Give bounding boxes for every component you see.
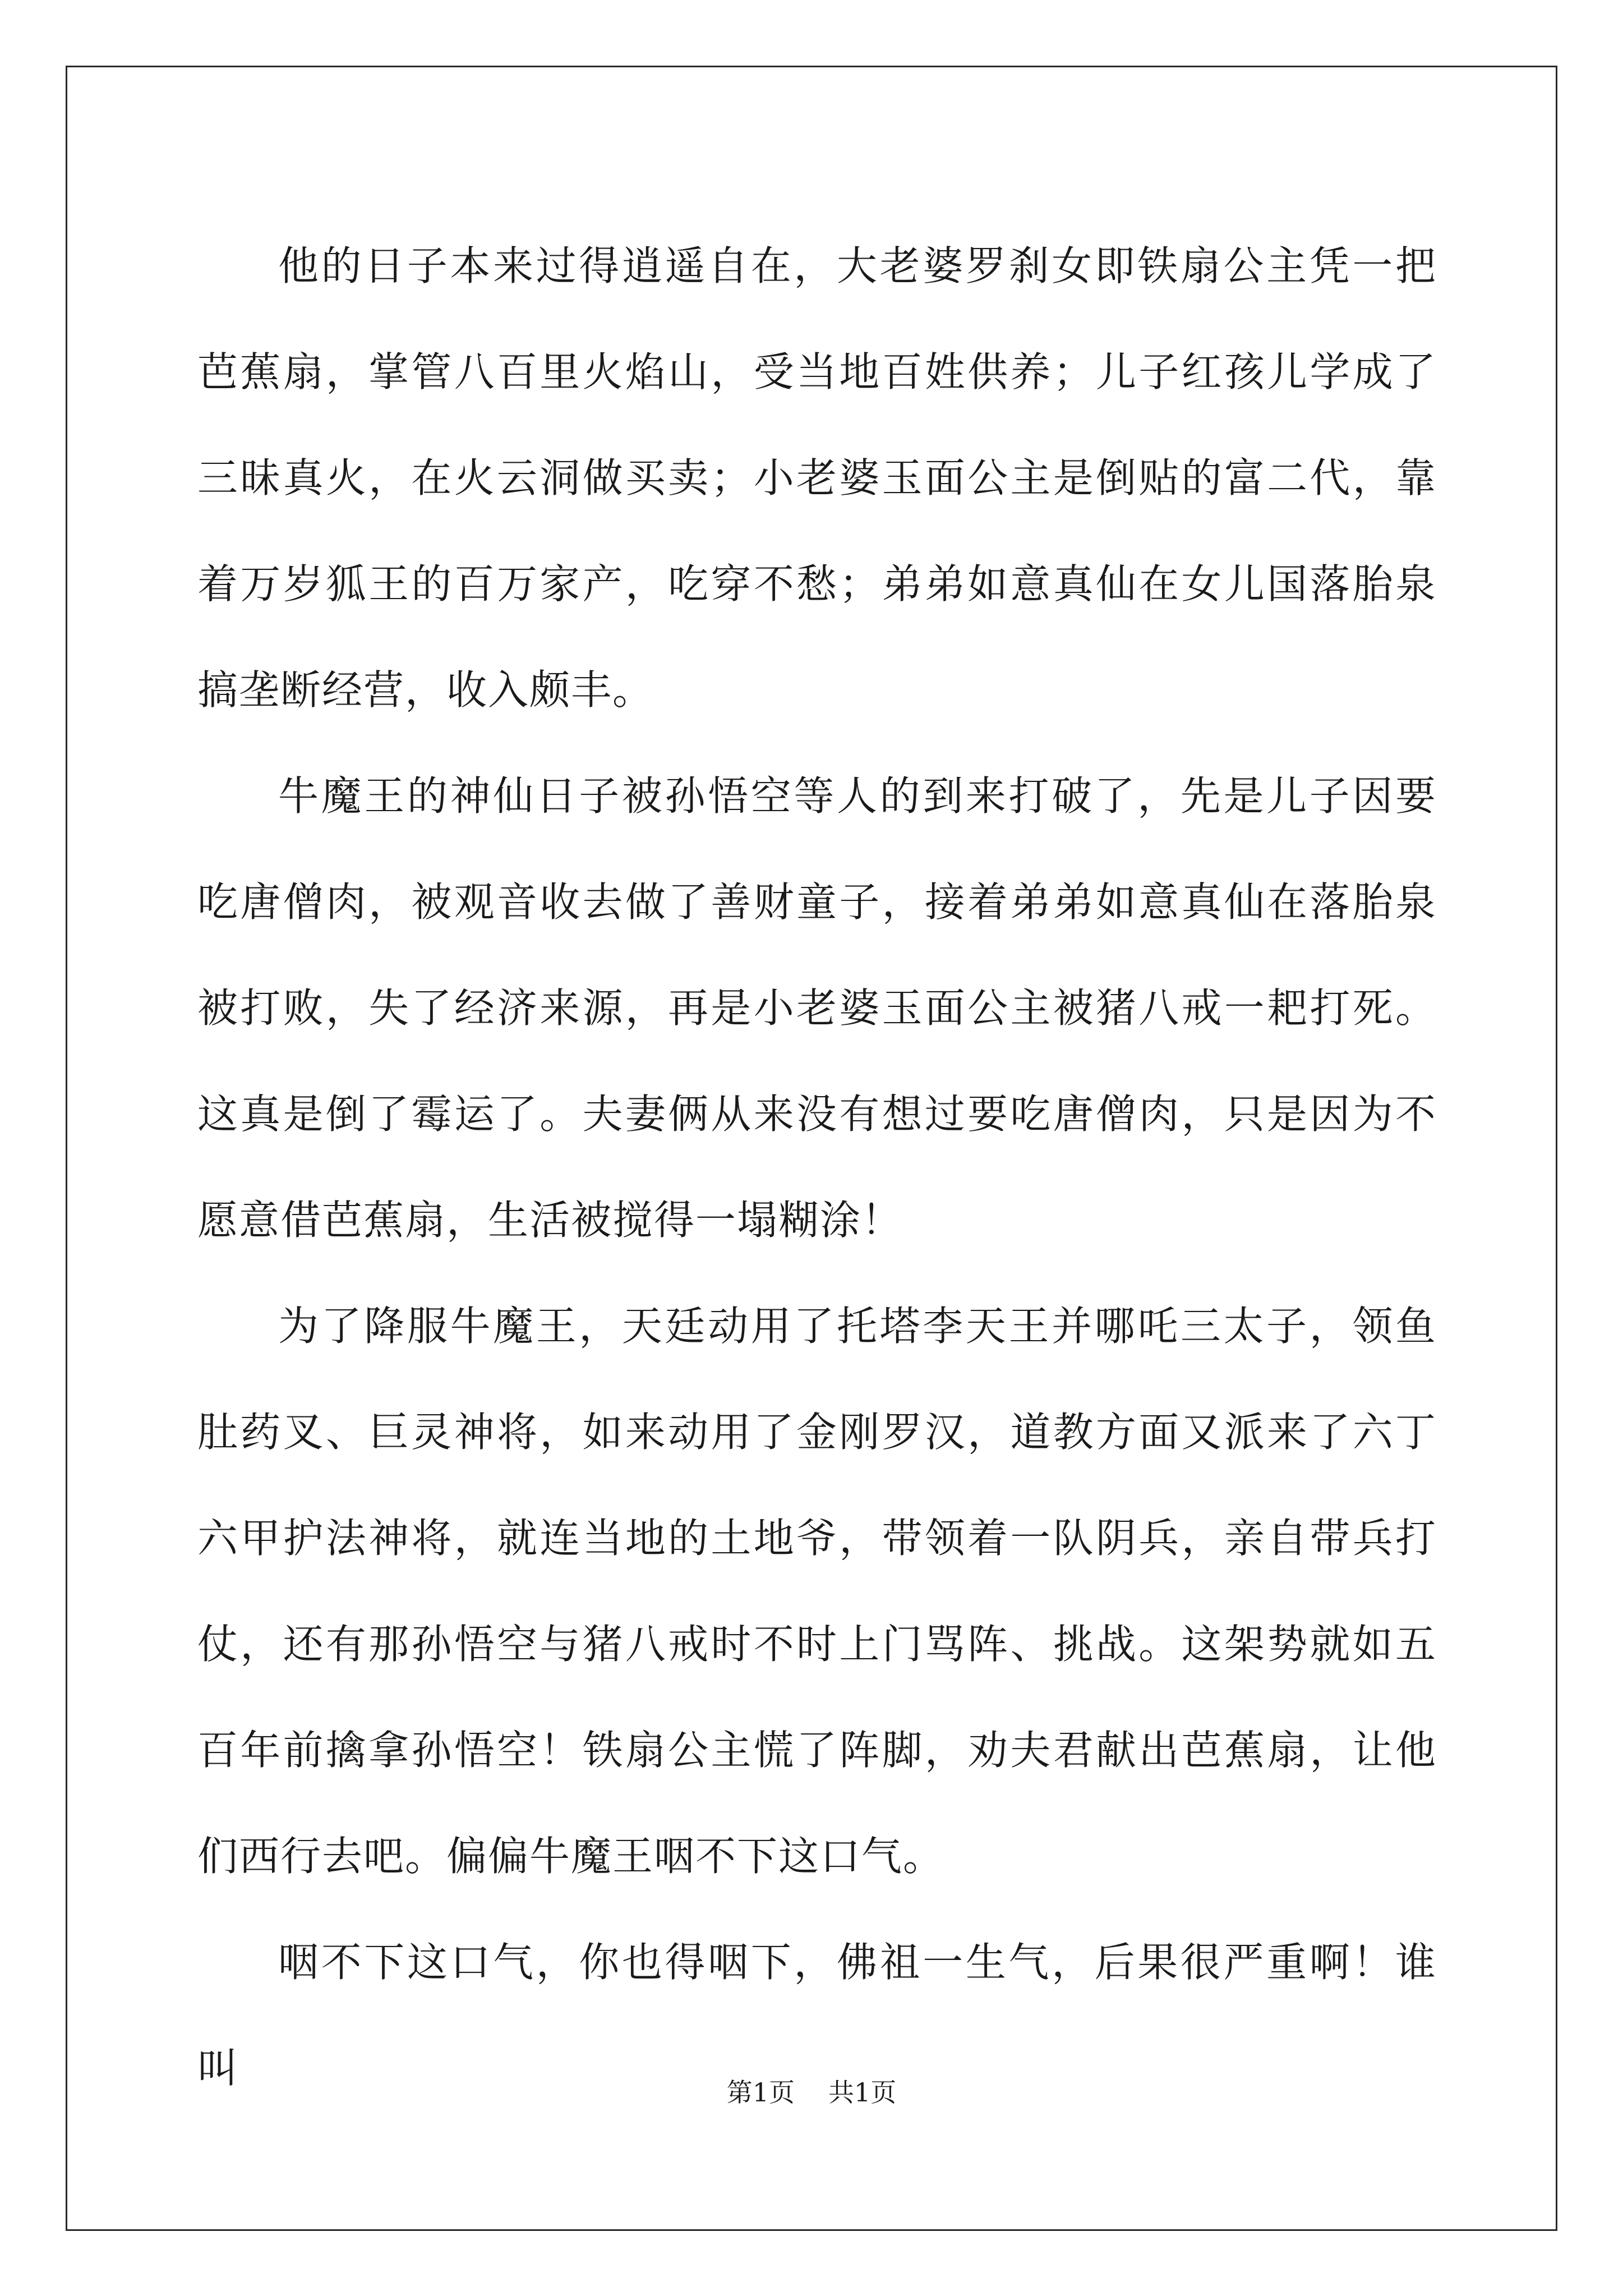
paragraph-2: 牛魔王的神仙日子被孙悟空等人的到来打破了，先是儿子因要吃唐僧肉，被观音收去做了善财童子，接着弟弟如意真仙在落胎泉被打败，失了经济来源，再是小老婆玉面公主被猪八戒一耙打死。这真是倒了霉运了。夫妻俩从来没有想过要吃唐僧肉，只是因为不愿意借芭蕉扇，生活被搅得一塌糊涂！ — [197, 772, 1437, 1244]
page-number-total: 共1页 — [828, 2077, 897, 2108]
paragraph-3: 为了降服牛魔王，天廷动用了托塔李天王并哪吒三太子，领鱼肚药叉、巨灵神将，如来动用了金刚罗汉，道教方面又派来了六丁六甲护法神将，就连当地的土地爷，带领着一队阴兵，亲自带兵打仗，还有那孙悟空与猪八戒时不时上门骂阵、挑战。这架势就如五百年前擒拿孙悟空！铁扇公主慌了阵脚，劝夫君献出芭蕉扇，让他们西行去吧。偏偏牛魔王咽不下这口气。 — [197, 1303, 1437, 1880]
paragraph-4: 咽不下这口气，你也得咽下，佛祖一生气，后果很严重啊！谁叫 — [197, 1939, 1437, 2092]
page-footer — [0, 2076, 1623, 2109]
paragraph-1: 他的日子本来过得逍遥自在，大老婆罗刹女即铁扇公主凭一把芭蕉扇，掌管八百里火焰山，受当地百姓供养；儿子红孩儿学成了三昧真火，在火云洞做买卖；小老婆玉面公主是倒贴的富二代，靠着万岁狐王的百万家产，吃穿不愁；弟弟如意真仙在女儿国落胎泉搞垄断经营，收入颇丰。 — [197, 242, 1437, 714]
document-body — [197, 213, 1437, 2122]
page-number-current: 第1页 — [726, 2077, 795, 2108]
